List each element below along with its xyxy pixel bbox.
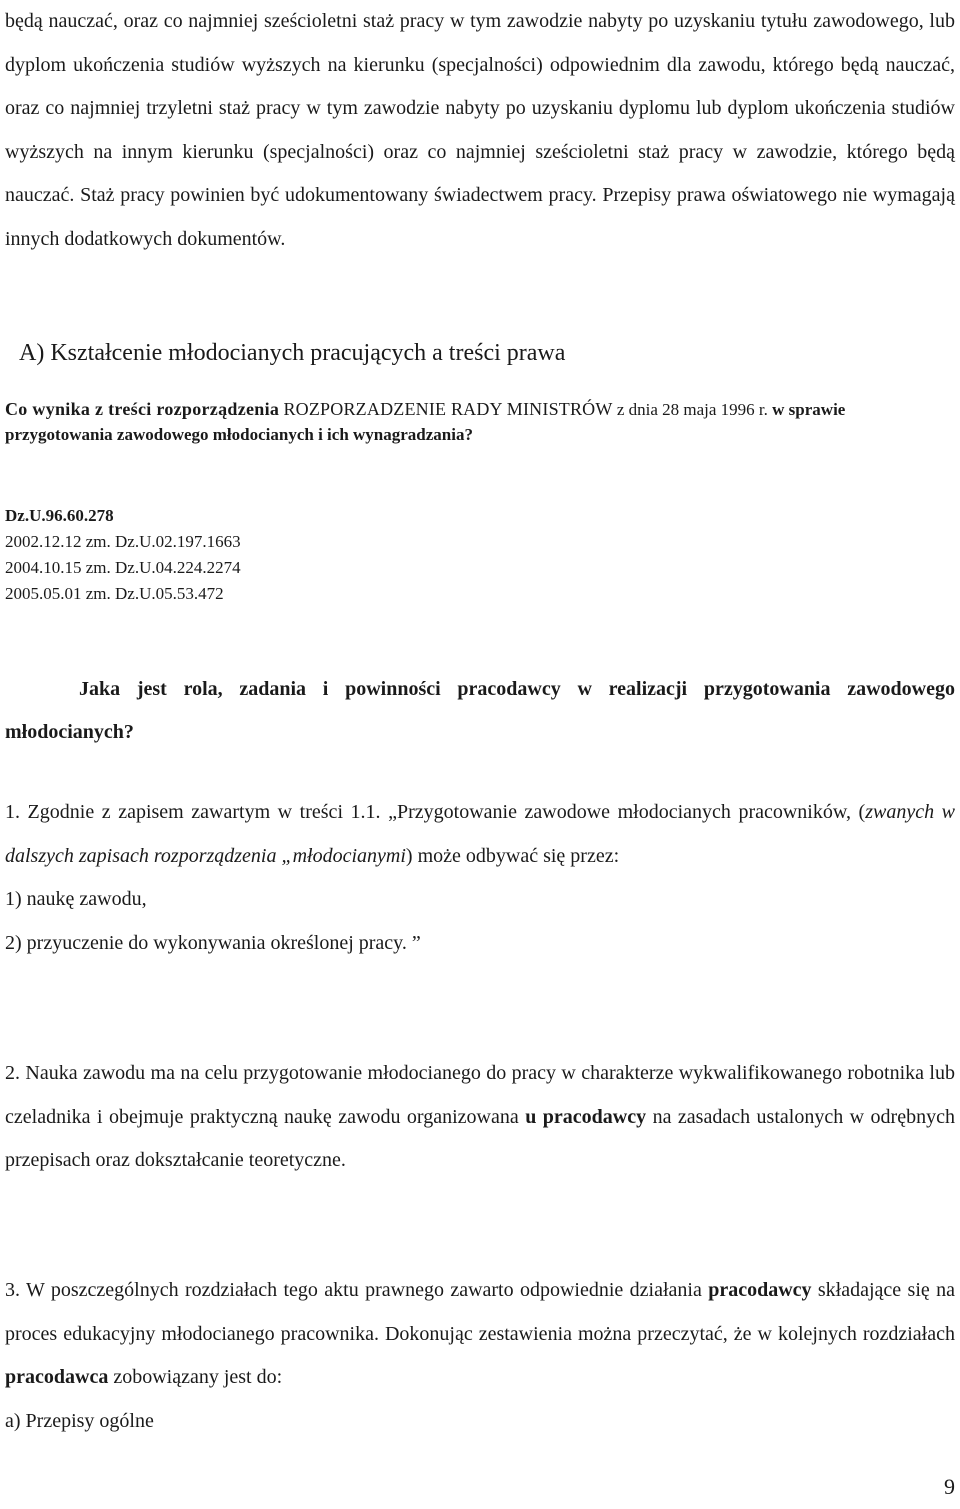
regulation-question — [5, 397, 955, 447]
point-2-tail: na zasadach ustalonych w odrębnych przepisach oraz dokształcanie teoretyczne. — [5, 1105, 955, 1172]
reference-amendment: 2005.05.01 zm. Dz.U.05.53.472 — [5, 584, 224, 603]
reference-primary: Dz.U.96.60.278 — [5, 506, 114, 525]
point-3-bold-2: pracodawca — [5, 1366, 109, 1389]
legal-references — [5, 503, 241, 607]
reference-amendment: 2004.10.15 zm. Dz.U.04.224.2274 — [5, 558, 241, 577]
question-lead: Co wynika z treści rozporządzenia — [5, 399, 280, 419]
regulation-date: z dnia 28 maja 1996 r. — [616, 400, 768, 419]
point-3-middle: składające się na proces edukacyjny młodocianego pracownika. Dokonując zestawienia można przeczytać, że w kolejnych rozdziałach — [5, 1279, 956, 1345]
point-3-item-a: a) Przepisy ogólne — [5, 1409, 154, 1432]
point-1-lead: 1. Zgodnie z zapisem zawartym w treści 1.1. „Przygotowanie zawodowe młodocianych pracowników, ( — [5, 801, 866, 823]
point-3-bold-1: pracodawcy — [708, 1279, 812, 1301]
subquestion-heading: Jaka jest rola, zadania i powinności pracodawcy w realizacji przygotowania zawodowego młodocianych? — [5, 678, 955, 743]
reference-amendment: 2002.12.12 zm. Dz.U.02.197.1663 — [5, 532, 241, 551]
page-number: 9 — [944, 1474, 955, 1499]
point-1-item-1: 1) naukę zawodu, — [5, 888, 147, 911]
point-2 — [5, 1052, 955, 1183]
intro-paragraph: będą nauczać, oraz co najmniej sześcioletni staż pracy w tym zawodzie nabyty po uzyskaniu tytułu zawodowego, lub dyplom ukończenia studiów wyższych na kierunku (specjalności) odpowiednim dla zawodu, którego będą nauczać, oraz co najmniej trzyletni staż pracy w tym zawodzie nabyty po uzyskaniu dyplomu lub dyplom ukończenia studiów wyższych na innym kierunku (specjalności) oraz co najmniej sześcioletni staż pracy w zawodzie, którego będą nauczać. Staż pracy powinien być udokumentowany świadectwem pracy. Przepisy prawa oświatowego nie wymagają innych dodatkowych dokumentów. — [5, 10, 955, 250]
point-3-lead: 3. W poszczególnych rozdziałach tego aktu prawnego zawarto odpowiednie działania — [5, 1279, 709, 1301]
section-a-heading: A) Kształcenie młodocianych pracujących a treści prawa — [19, 340, 566, 366]
regulation-title: ROZPORZADZENIE RADY MINISTRÓW — [283, 399, 613, 419]
point-3 — [5, 1269, 955, 1443]
point-1-item-2: 2) przyuczenie do wykonywania określonej pracy. ” — [5, 931, 421, 954]
point-2-lead: 2. Nauka zawodu ma na celu przygotowanie młodocianego do pracy w charakterze wykwalifikowanego robotnika lub czeladnika i obejmuje praktyczną naukę zawodu organizowana — [5, 1062, 955, 1128]
question-tail: w sprawie przygotowania zawodowego młodocianych i ich wynagradzania? — [5, 400, 846, 444]
point-2-bold: u pracodawcy — [525, 1105, 647, 1128]
point-1 — [5, 791, 955, 965]
point-1-italic: zwanych w dalszych zapisach rozporządzenia „młodocianymi — [5, 801, 956, 867]
point-1-tail: ) może odbywać się przez: — [405, 844, 620, 867]
point-3-tail: zobowiązany jest do: — [108, 1366, 283, 1389]
